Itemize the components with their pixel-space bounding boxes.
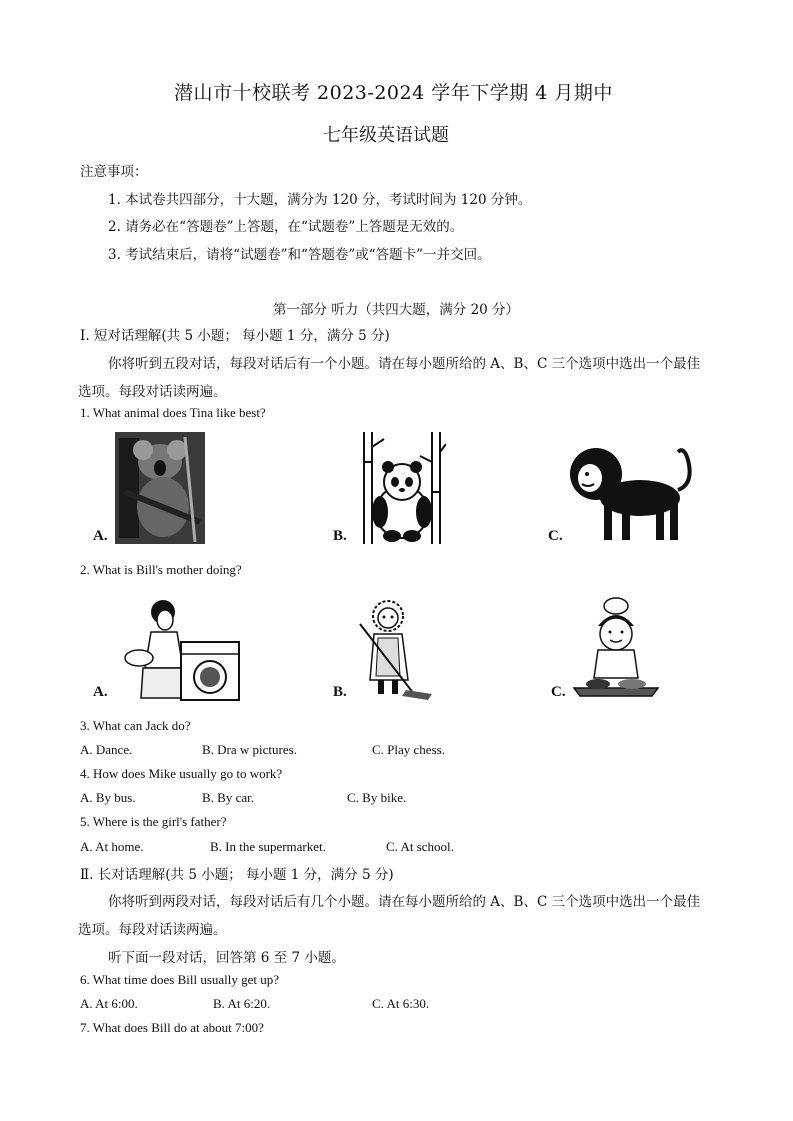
option: C. At 6:30.: [372, 996, 430, 1011]
question-1: 1. What animal does Tina like best?: [80, 405, 266, 420]
koala-picture: [115, 432, 205, 544]
sweeping-picture: [356, 598, 440, 702]
cooking-picture: [572, 596, 660, 700]
option: C. Play chess.: [372, 742, 445, 757]
section2-instruction: 你将听到两段对话，每段对话后有几个小题。请在每小题所给的 A、B、C 三个选项中选出一个最佳: [108, 894, 701, 910]
part1-heading: 第一部分 听力（共四大题，满分 20 分）: [273, 302, 520, 318]
question-6: 6. What time does Bill usually get up?: [80, 972, 280, 987]
q1-label-c: C.: [548, 528, 563, 544]
option: A. At home.: [80, 839, 144, 854]
question-3: 3. What can Jack do?: [80, 718, 191, 733]
q2-label-c: C.: [551, 684, 566, 700]
notice-heading: 注意事项：: [80, 164, 148, 180]
exam-title: 潜山市十校联考 2023-2024 学年下学期 4 月期中: [174, 82, 613, 104]
laundry-picture: [115, 598, 243, 702]
section2-sub-instruction: 听下面一段对话，回答第 6 至 7 小题。: [108, 950, 345, 966]
notice-item: 3. 考试结束后，请将“试题卷”和“答题卷”或“答题卡”一并交回。: [108, 247, 491, 263]
section2-instruction-cont: 选项。每段对话读两遍。: [78, 922, 227, 938]
section2-heading: Ⅱ. 长对话理解(共 5 小题； 每小题 1 分，满分 5 分): [80, 867, 394, 883]
option: B. Dra w pictures.: [202, 742, 297, 757]
notice-item: 2. 请务必在“答题卷”上答题，在“试题卷”上答题是无效的。: [108, 219, 464, 235]
question-5: 5. Where is the girl's father?: [80, 814, 227, 829]
section1-instruction: 你将听到五段对话，每段对话后有一个小题。请在每小题所给的 A、B、C 三个选项中选出一个最佳: [108, 356, 701, 372]
q1-label-b: B.: [333, 528, 347, 544]
section1-instruction-cont: 选项。每段对话读两遍。: [78, 384, 227, 400]
exam-subtitle: 七年级英语试题: [323, 125, 449, 146]
option: C. At school.: [386, 839, 454, 854]
option: A. Dance.: [80, 742, 133, 757]
lion-picture: [568, 440, 694, 544]
option: A. By bus.: [80, 790, 136, 805]
option: B. At 6:20.: [213, 996, 271, 1011]
option: B. In the supermarket.: [210, 839, 326, 854]
q1-label-a: A.: [93, 528, 108, 544]
option: B. By car.: [202, 790, 254, 805]
question-4: 4. How does Mike usually go to work?: [80, 766, 283, 781]
q2-label-b: B.: [333, 684, 347, 700]
notice-item: 1. 本试卷共四部分，十大题，满分为 120 分，考试时间为 120 分钟。: [108, 192, 532, 208]
panda-picture: [358, 432, 446, 544]
option: A. At 6:00.: [80, 996, 138, 1011]
option: C. By bike.: [347, 790, 407, 805]
q2-label-a: A.: [93, 684, 108, 700]
question-7: 7. What does Bill do at about 7:00?: [80, 1020, 264, 1035]
question-2: 2. What is Bill's mother doing?: [80, 562, 242, 577]
section1-heading: Ⅰ. 短对话理解(共 5 小题； 每小题 1 分，满分 5 分): [80, 328, 390, 344]
